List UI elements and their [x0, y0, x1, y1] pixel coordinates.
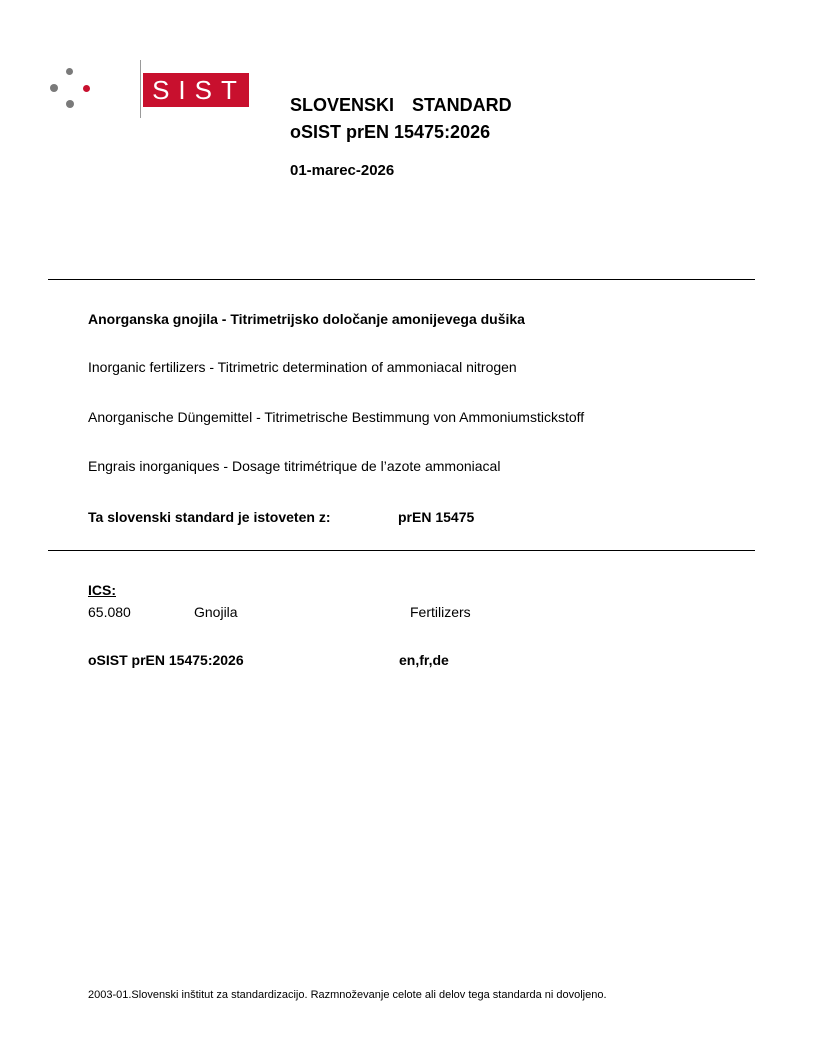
copyright-footer: 2003-01.Slovenski inštitut za standardizacijo. Razmnoževanje celote ali delov tega standarda ni dovoljeno.	[88, 989, 607, 1001]
standard-code: oSIST prEN 15475:2026	[290, 122, 491, 142]
standard-label: SLOVENSKI STANDARD	[290, 95, 512, 115]
ics-english: Fertilizers	[410, 604, 471, 620]
identical-label: Ta slovenski standard je istoveten z:	[88, 509, 331, 525]
logo-dot	[83, 85, 90, 92]
identical-value: prEN 15475	[398, 509, 475, 525]
logo-separator	[140, 60, 141, 118]
logo-text: SIST	[143, 73, 249, 107]
divider-top	[48, 279, 755, 280]
title-german: Anorganische Düngemittel - Titrimetrische Bestimmung von Ammoniumstickstoff	[88, 409, 585, 425]
title-slovenian: Anorganska gnojila - Titrimetrijsko določanje amonijevega dušika	[88, 311, 525, 327]
publication-date: 01-marec-2026	[290, 162, 395, 179]
sist-logo	[46, 60, 246, 120]
ics-label: ICS:	[88, 582, 116, 598]
languages-value: en,fr,de	[399, 652, 449, 668]
title-french: Engrais inorganiques - Dosage titrimétrique de l’azote ammoniacal	[88, 458, 501, 474]
languages-code: oSIST prEN 15475:2026	[88, 652, 244, 668]
ics-slovenian: Gnojila	[194, 604, 238, 620]
logo-dot	[50, 84, 58, 92]
divider-bottom	[48, 550, 755, 551]
logo-dot	[66, 68, 73, 75]
ics-code: 65.080	[88, 604, 131, 620]
logo-dot	[66, 100, 74, 108]
title-english: Inorganic fertilizers - Titrimetric determination of ammoniacal nitrogen	[88, 359, 517, 375]
